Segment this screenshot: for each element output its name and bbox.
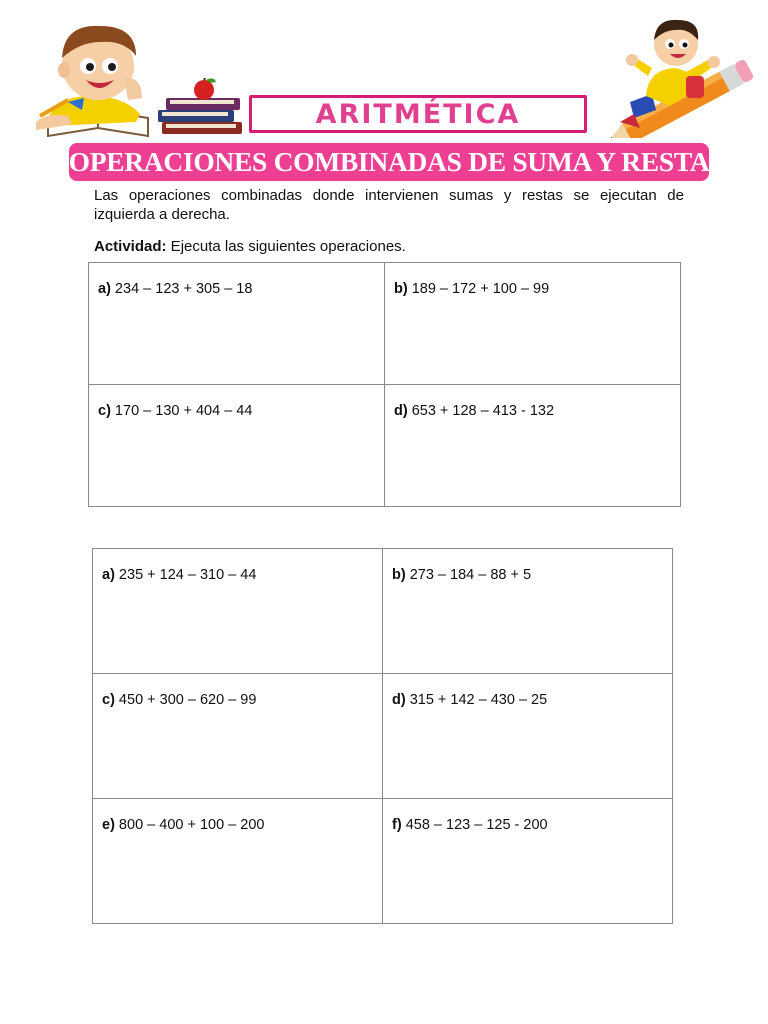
subject-banner xyxy=(249,95,587,133)
activity-instruction xyxy=(94,238,406,255)
kid-on-pencil-illustration-icon xyxy=(590,14,760,138)
exercise-expression: 315 + 142 – 430 – 25 xyxy=(405,692,548,708)
exercise-letter: b) xyxy=(392,567,406,583)
activity-label: Actividad: xyxy=(94,238,167,255)
exercise-letter: a) xyxy=(98,281,111,297)
exercise-letter: b) xyxy=(394,281,408,297)
exercise-cell xyxy=(383,549,673,674)
books-apple-illustration-icon xyxy=(156,78,246,138)
title-bar xyxy=(69,143,709,181)
intro-text: Las operaciones combinadas donde intervienen sumas y restas se ejecutan de izquierda a derecha. xyxy=(94,187,684,223)
exercise-expression: 458 – 123 – 125 - 200 xyxy=(401,817,548,833)
exercise-cell xyxy=(93,674,383,799)
exercise-grid-2 xyxy=(92,548,673,924)
exercise-cell xyxy=(89,385,385,507)
exercise-cell xyxy=(383,799,673,924)
exercise-cell xyxy=(385,385,681,507)
exercise-expression: 273 – 184 – 88 + 5 xyxy=(405,567,532,583)
kid-reading-illustration-icon xyxy=(28,18,168,140)
exercise-expression: 170 – 130 + 404 – 44 xyxy=(110,403,253,419)
exercise-expression: 234 – 123 + 305 – 18 xyxy=(110,281,253,297)
exercise-expression: 653 + 128 – 413 - 132 xyxy=(407,403,555,419)
exercise-cell xyxy=(93,799,383,924)
exercise-letter: c) xyxy=(102,692,115,708)
exercise-cell xyxy=(89,263,385,385)
page-title: OPERACIONES COMBINADAS DE SUMA Y RESTA xyxy=(68,146,710,177)
activity-text: Ejecuta las siguientes operaciones. xyxy=(166,238,406,255)
exercise-letter: a) xyxy=(102,567,115,583)
exercise-letter: f) xyxy=(392,817,402,833)
exercise-cell xyxy=(383,674,673,799)
exercise-grid-1 xyxy=(88,262,681,507)
exercise-cell xyxy=(93,549,383,674)
exercise-letter: d) xyxy=(394,403,408,419)
exercise-expression: 800 – 400 + 100 – 200 xyxy=(114,817,265,833)
exercise-cell xyxy=(385,263,681,385)
exercise-expression: 189 – 172 + 100 – 99 xyxy=(407,281,550,297)
exercise-letter: d) xyxy=(392,692,406,708)
exercise-expression: 235 + 124 – 310 – 44 xyxy=(114,567,257,583)
exercise-expression: 450 + 300 – 620 – 99 xyxy=(114,692,257,708)
exercise-letter: c) xyxy=(98,403,111,419)
exercise-letter: e) xyxy=(102,817,115,833)
subject-title: ARITMÉTICA xyxy=(315,98,521,130)
